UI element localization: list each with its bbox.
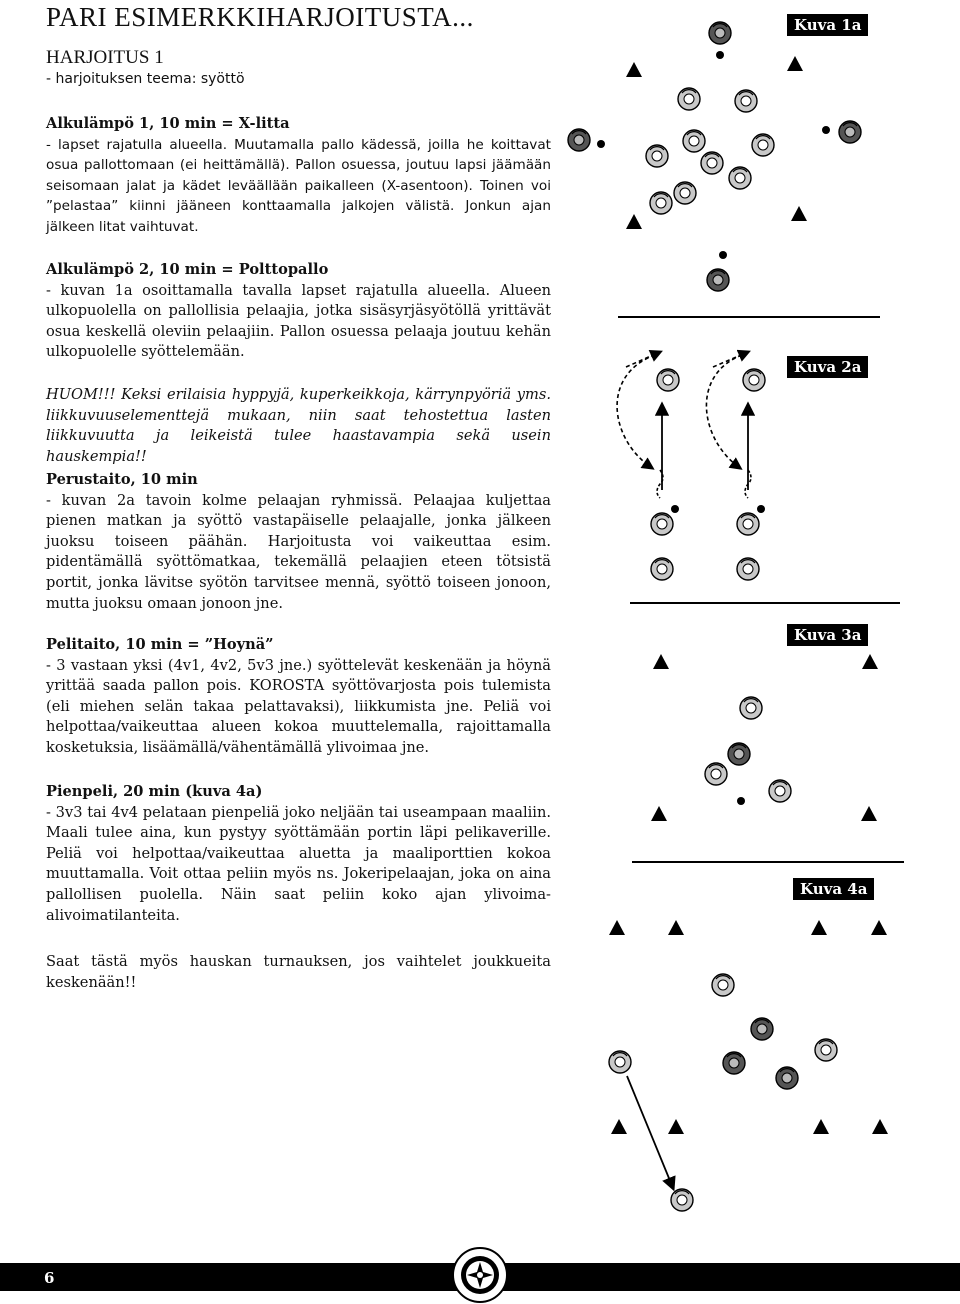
player-light-icon	[737, 558, 759, 580]
pass-arrow	[627, 1076, 673, 1188]
cone-icon	[651, 806, 667, 821]
player-dark-icon	[707, 269, 729, 291]
player-light-icon	[735, 90, 757, 112]
cone-icon	[872, 1119, 888, 1134]
note-text: HUOM!!! Keksi erilaisia hyppyjä, kuperkeikkoja, kärrynpyöriä yms. liikkuvuuselementtejä mukaan, niin saat tehostettua lasten liikkuvuutta ja leikeistä tulee haastavampia sekä usein hauskempia!!	[46, 386, 551, 465]
player-light-icon	[740, 697, 762, 719]
player-light-icon	[650, 192, 672, 214]
figure-2a	[617, 251, 900, 603]
cone-icon	[609, 920, 625, 935]
ball-icon	[716, 51, 724, 59]
player-dark-icon	[751, 1018, 773, 1040]
player-dark-icon	[728, 743, 750, 765]
player-light-icon	[705, 763, 727, 785]
figure-label-3a: Kuva 3a	[787, 624, 868, 646]
figure-4a	[609, 920, 888, 1211]
player-light-icon	[701, 152, 723, 174]
ball-icon	[757, 505, 765, 513]
warmup2-heading: Alkulämpö 2, 10 min = Polttopallo	[46, 261, 329, 278]
cone-icon	[862, 654, 878, 669]
game-skill-heading: Pelitaito, 10 min = ”Hoynä”	[46, 636, 274, 653]
cone-icon	[611, 1119, 627, 1134]
warmup2-text: - kuvan 1a osoittamalla tavalla lapset rajatulla alueella. Alueen ulkopuolella on pallollisia pelaajia, jotka sisäsyrjäsyötöllä yrittävät osua keskellä oleviin pelaajiin. Pallon osuessa pelaaja joutuu kehän ulkopuolelle syöttelemään.	[46, 281, 551, 361]
player-dark-icon	[709, 22, 731, 44]
page-number: 6	[44, 1269, 55, 1287]
cone-icon	[871, 920, 887, 935]
game-skill-text: - 3 vastaan yksi (4v1, 4v2, 5v3 jne.) syöttelevät keskenään ja höynä yrittää saada pallon pois. KOROSTA syöttövarjosta pois tulemista (eli miehen selän takaa pelattavaksi), liikkumista jne. Peliä voi helpottaa/vaikeuttaa alueen kokoa muuttelemalla, rajoittamalla kosketuksia, lisäämällä/vähentämällä ylivoimaa jne.	[46, 656, 551, 756]
run-path	[706, 355, 742, 468]
player-light-icon	[651, 558, 673, 580]
cone-icon	[626, 62, 642, 77]
player-dark-icon	[839, 121, 861, 143]
player-light-icon	[815, 1039, 837, 1061]
figure-label-4a: Kuva 4a	[793, 878, 874, 900]
exercise-heading: HARJOITUS 1	[46, 47, 164, 68]
closing-text: Saat tästä myös hauskan turnauksen, jos vaihtelet joukkueita keskenään!!	[46, 953, 551, 991]
player-light-icon	[743, 369, 765, 391]
warmup1-heading: Alkulämpö 1, 10 min = X-litta	[46, 115, 290, 132]
cone-icon	[811, 920, 827, 935]
player-light-icon	[646, 145, 668, 167]
player-light-icon	[609, 1051, 631, 1073]
cone-icon	[626, 214, 642, 229]
exercise-theme: - harjoituksen teema: syöttö	[46, 71, 245, 87]
club-logo-icon	[452, 1247, 508, 1303]
ball-icon	[737, 797, 745, 805]
figure-label-2a: Kuva 2a	[787, 356, 868, 378]
cone-icon	[813, 1119, 829, 1134]
ball-icon	[822, 126, 830, 134]
cone-icon	[668, 920, 684, 935]
cone-icon	[668, 1119, 684, 1134]
player-light-icon	[752, 134, 774, 156]
figure-label-1a: Kuva 1a	[787, 14, 868, 36]
player-light-icon	[712, 974, 734, 996]
figure-1a	[568, 22, 861, 229]
warmup1-text: - lapset rajatulla alueella. Muutamalla pallo kädessä, joilla he koittavat osua pallottomaan (ei heittämällä). Pallon osuessa, joutuu lapsi jäämään seisomaan jalat ja kädet leväällään paikalleen (X-asentoon). Toinen voi ”pelastaa” kiinni jääneen konttaamalla jalkojen välistä. Jonkun ajan jälkeen litat vaihtuvat.	[46, 136, 551, 235]
player-light-icon	[683, 130, 705, 152]
ball-icon	[719, 251, 727, 259]
cone-icon	[861, 806, 877, 821]
cone-icon	[653, 654, 669, 669]
run-path	[713, 352, 748, 367]
cone-icon	[787, 56, 803, 71]
figure-3a	[632, 654, 904, 862]
player-light-icon	[674, 182, 696, 204]
small-game-heading: Pienpeli, 20 min (kuva 4a)	[46, 783, 263, 800]
basic-heading: Perustaito, 10 min	[46, 471, 198, 488]
player-dark-icon	[723, 1052, 745, 1074]
page-title: PARI ESIMERKKIHARJOITUSTA...	[46, 2, 474, 32]
player-light-icon	[729, 167, 751, 189]
cone-icon	[791, 206, 807, 221]
player-light-icon	[737, 513, 759, 535]
ball-icon	[671, 505, 679, 513]
small-game-text: - 3v3 tai 4v4 pelataan pienpeliä joko neljään tai useampaan maaliin. Maali tulee aina, kun pystyy syöttämään portin läpi pelikaverille. Peliä voi helpottaa/vaikeuttaa aluetta ja maaliporttien kokoa muuttamalla. Voit ottaa peliin myös ns. Jokeripelaajan, joka on aina pallollisen puolella. Näin saat peliin koko ajan ylivoima-alivoimatilanteita.	[46, 803, 551, 924]
player-light-icon	[657, 369, 679, 391]
ball-icon	[597, 140, 605, 148]
player-dark-icon	[568, 129, 590, 151]
player-light-icon	[651, 513, 673, 535]
player-light-icon	[671, 1189, 693, 1211]
run-path	[617, 355, 655, 468]
run-path	[626, 352, 660, 367]
player-light-icon	[678, 88, 700, 110]
basic-text: - kuvan 2a tavoin kolme pelaajan ryhmissä. Pelaajaa kuljettaa pienen matkan ja syöttö vastapäiselle pelaajalle, jonka jälkeen juoksu toiseen päähän. Harjoitusta voi vaikeuttaa esim. pidentämällä syöttömatkaa, tekemällä pelaajien eteen tötsistä portit, jonka lävitse syötön tarvitsee mennä, syöttö toiseen jonoon, mutta juoksu omaan jonoon jne.	[46, 491, 551, 612]
player-dark-icon	[776, 1067, 798, 1089]
player-light-icon	[769, 780, 791, 802]
